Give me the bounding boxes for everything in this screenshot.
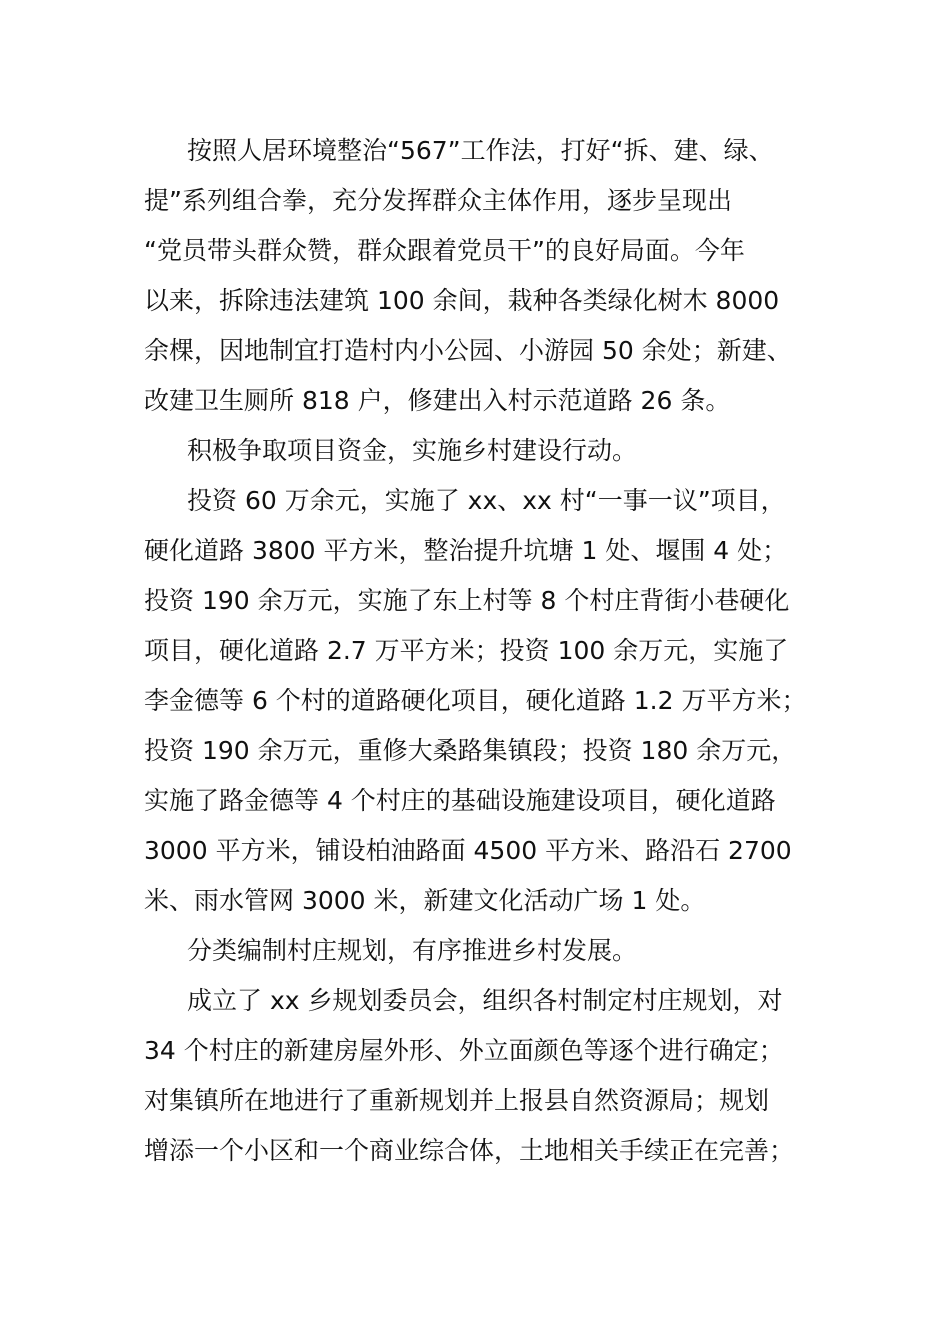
paragraph-line: 对集镇所在地进行了重新规划并上报县自然资源局；规划 (144, 1086, 770, 1115)
paragraph-line: 实施了路金德等 4 个村庄的基础设施建设项目，硬化道路 (144, 786, 776, 815)
section-heading-line: 分类编制村庄规划，有序推进乡村发展。 (187, 936, 638, 965)
paragraph-line: 按照人居环境整治“567”工作法，打好“拆、建、绿、 (187, 136, 774, 165)
paragraph-line: 成立了 xx 乡规划委员会，组织各村制定村庄规划，对 (187, 986, 783, 1015)
paragraph-line: “党员带头群众赞，群众跟着党员干”的良好局面。今年 (144, 236, 745, 265)
document-body (144, 126, 814, 1176)
paragraph-line: 投资 190 余万元，实施了东上村等 8 个村庄背街小巷硬化 (144, 586, 790, 615)
section-heading-line: 积极争取项目资金，实施乡村建设行动。 (187, 436, 638, 465)
paragraph-line: 增添一个小区和一个商业综合体，土地相关手续正在完善； (144, 1136, 795, 1165)
paragraph-line: 34 个村庄的新建房屋外形、外立面颜色等逐个进行确定； (144, 1036, 784, 1065)
paragraph-line: 以来，拆除违法建筑 100 余间，栽种各类绿化树木 8000 (144, 286, 780, 315)
paragraph-line: 投资 60 万余元，实施了 xx、xx 村“一事一议”项目， (187, 486, 786, 515)
paragraph-line: 改建卫生厕所 818 户，修建出入村示范道路 26 条。 (144, 386, 731, 415)
paragraph-line: 硬化道路 3800 平方米，整治提升坑塘 1 处、堰围 4 处； (144, 536, 788, 565)
paragraph-line: 余棵，因地制宜打造村内小公园、小游园 50 余处；新建、 (144, 336, 792, 365)
paragraph-line: 项目，硬化道路 2.7 万平方米；投资 100 余万元，实施了 (144, 636, 789, 665)
paragraph-line: 3000 平方米，铺设柏油路面 4500 平方米、路沿石 2700 (144, 836, 792, 865)
paragraph-line: 李金德等 6 个村的道路硬化项目，硬化道路 1.2 万平方米； (144, 686, 807, 715)
paragraph-line: 提”系列组合拳，充分发挥群众主体作用，逐步呈现出 (144, 186, 732, 215)
paragraph-line: 米、雨水管网 3000 米，新建文化活动广场 1 处。 (144, 886, 706, 915)
paragraph-line: 投资 190 余万元，重修大桑路集镇段；投资 180 余万元， (144, 736, 797, 765)
